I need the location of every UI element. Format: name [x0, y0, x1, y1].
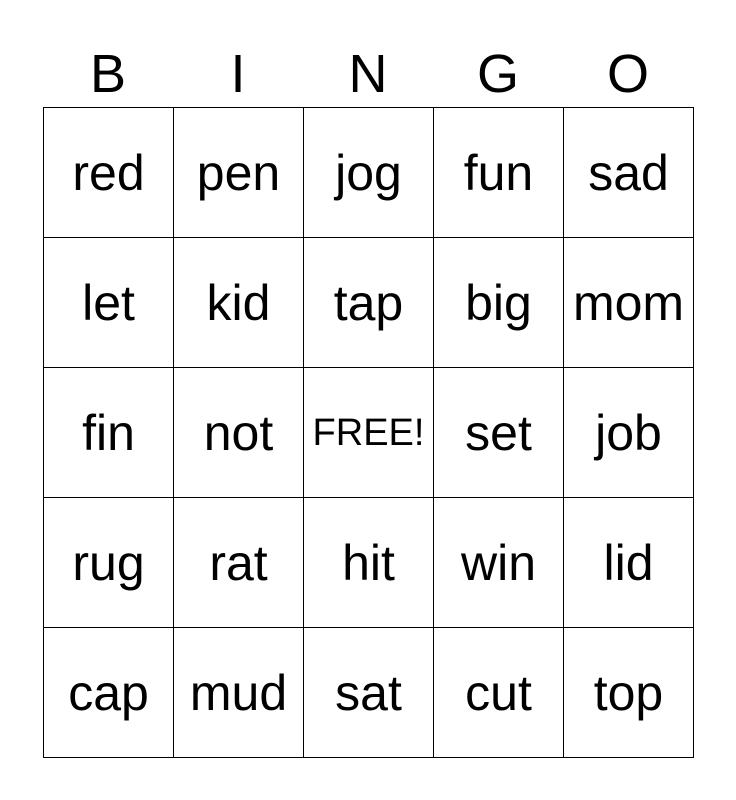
- bingo-cell: rat: [174, 498, 304, 628]
- bingo-cell: set: [434, 368, 564, 498]
- header-letter-o: O: [606, 44, 649, 104]
- header-letter-g: G: [476, 44, 519, 104]
- header-letter-b: B: [89, 44, 127, 104]
- bingo-cell: pen: [174, 108, 304, 238]
- bingo-cell: cut: [434, 628, 564, 758]
- bingo-cell: win: [434, 498, 564, 628]
- bingo-cell: big: [434, 238, 564, 368]
- bingo-cell: job: [564, 368, 694, 498]
- bingo-cell: fin: [44, 368, 174, 498]
- bingo-cell: kid: [174, 238, 304, 368]
- bingo-cell: top: [564, 628, 694, 758]
- bingo-cell: mud: [174, 628, 304, 758]
- bingo-cell: lid: [564, 498, 694, 628]
- bingo-cell: jog: [304, 108, 434, 238]
- bingo-cell: hit: [304, 498, 434, 628]
- bingo-cell: let: [44, 238, 174, 368]
- bingo-cell: red: [44, 108, 174, 238]
- bingo-cell: rug: [44, 498, 174, 628]
- bingo-board: [43, 107, 694, 758]
- bingo-cell: not: [174, 368, 304, 498]
- bingo-header: [43, 42, 693, 106]
- free-space-cell: FREE!: [304, 368, 434, 498]
- header-letter-i: I: [230, 44, 246, 104]
- bingo-cell: sat: [304, 628, 434, 758]
- bingo-cell: fun: [434, 108, 564, 238]
- bingo-cell: sad: [564, 108, 694, 238]
- bingo-cell: cap: [44, 628, 174, 758]
- header-letter-n: N: [348, 44, 388, 104]
- bingo-cell: mom: [564, 238, 694, 368]
- bingo-cell: tap: [304, 238, 434, 368]
